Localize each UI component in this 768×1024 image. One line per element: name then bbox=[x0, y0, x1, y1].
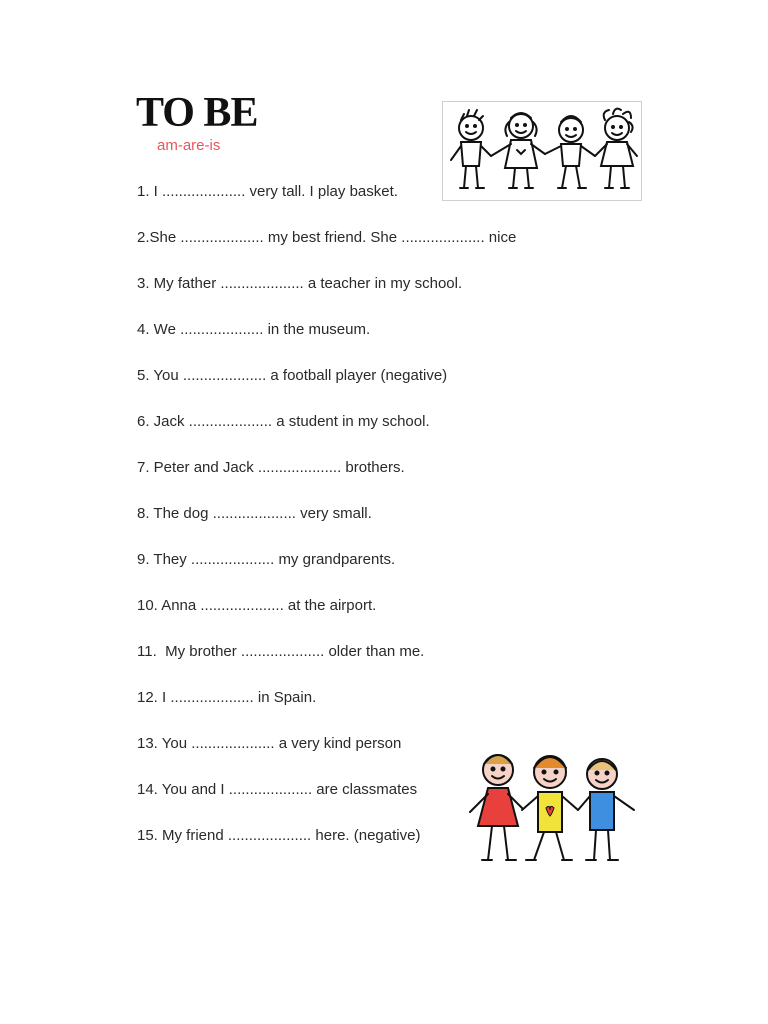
exercise-item: 4. We .................... in the museum. bbox=[137, 321, 371, 338]
exercise-item: 1. I .................... very tall. I play basket. bbox=[137, 183, 398, 200]
exercise-item: 12. I .................... in Spain. bbox=[137, 689, 317, 706]
exercise-item: 10. Anna .................... at the airport. bbox=[137, 597, 377, 614]
kids-colored-drawing-image bbox=[462, 742, 652, 877]
worksheet-title: TO BE bbox=[136, 90, 258, 136]
exercise-item: 2.She .................... my best friend. She .................... nice bbox=[137, 229, 517, 246]
exercise-item: 7. Peter and Jack .................... brothers. bbox=[137, 459, 405, 476]
exercise-list bbox=[137, 180, 516, 870]
exercise-item: 13. You .................... a very kind person bbox=[137, 735, 402, 752]
exercise-item: 11. My brother .................... older than me. bbox=[137, 643, 425, 660]
exercise-item: 9. They .................... my grandparents. bbox=[137, 551, 396, 568]
exercise-item: 14. You and I .................... are classmates bbox=[137, 781, 418, 798]
exercise-item: 5. You .................... a football player (negative) bbox=[137, 367, 448, 384]
exercise-item: 6. Jack .................... a student in my school. bbox=[137, 413, 430, 430]
exercise-item: 3. My father .................... a teacher in my school. bbox=[137, 275, 463, 292]
worksheet-subtitle: am-are-is bbox=[157, 137, 221, 154]
exercise-item: 8. The dog .................... very small. bbox=[137, 505, 372, 522]
exercise-item: 15. My friend .................... here. (negative) bbox=[137, 827, 421, 844]
